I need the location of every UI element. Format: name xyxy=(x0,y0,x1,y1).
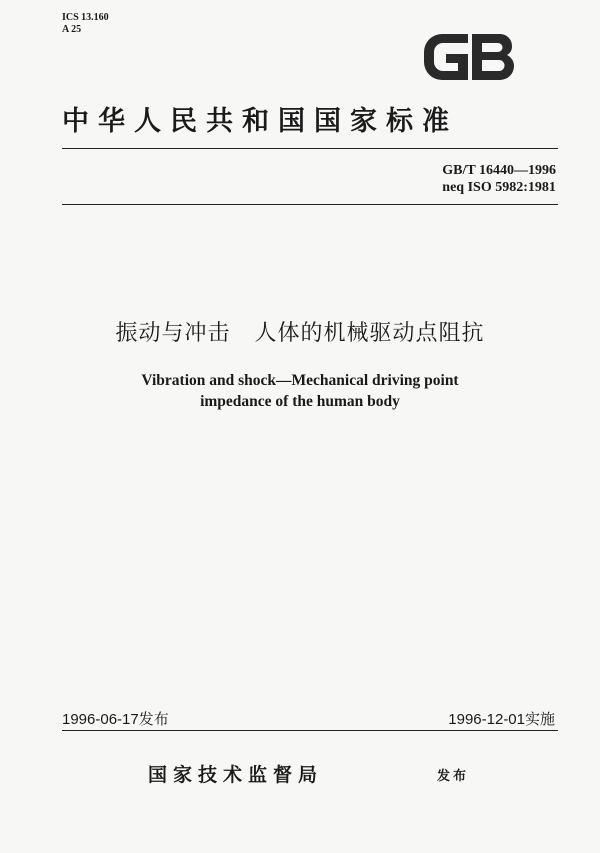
issuing-authority: 国家技术监督局 xyxy=(148,764,324,786)
gb-logo xyxy=(420,28,518,86)
ccs-code: A 25 xyxy=(62,24,82,35)
standard-number-block xyxy=(442,162,556,196)
footer-rule xyxy=(62,730,558,731)
header-rule xyxy=(62,148,558,149)
standard-number-rule xyxy=(62,204,558,205)
publish-label: 发布 xyxy=(437,769,470,784)
title-chinese: 振动与冲击 人体的机械驱动点阻抗 xyxy=(115,321,485,346)
title-english-line-2: impedance of the human body xyxy=(200,393,400,410)
classification-codes xyxy=(62,12,109,36)
title-english xyxy=(0,370,600,412)
standard-number: GB/T 16440—1996 xyxy=(442,163,556,178)
national-standard-heading: 中华人民共和国国家标准 xyxy=(62,106,458,137)
iso-equivalence: neq ISO 5982:1981 xyxy=(442,180,556,195)
issue-date: 1996-06-17发布 xyxy=(62,711,169,728)
implementation-date: 1996-12-01实施 xyxy=(448,711,555,728)
title-english-line-1: Vibration and shock—Mechanical driving point xyxy=(141,372,459,389)
ics-code: ICS 13.160 xyxy=(62,12,109,23)
